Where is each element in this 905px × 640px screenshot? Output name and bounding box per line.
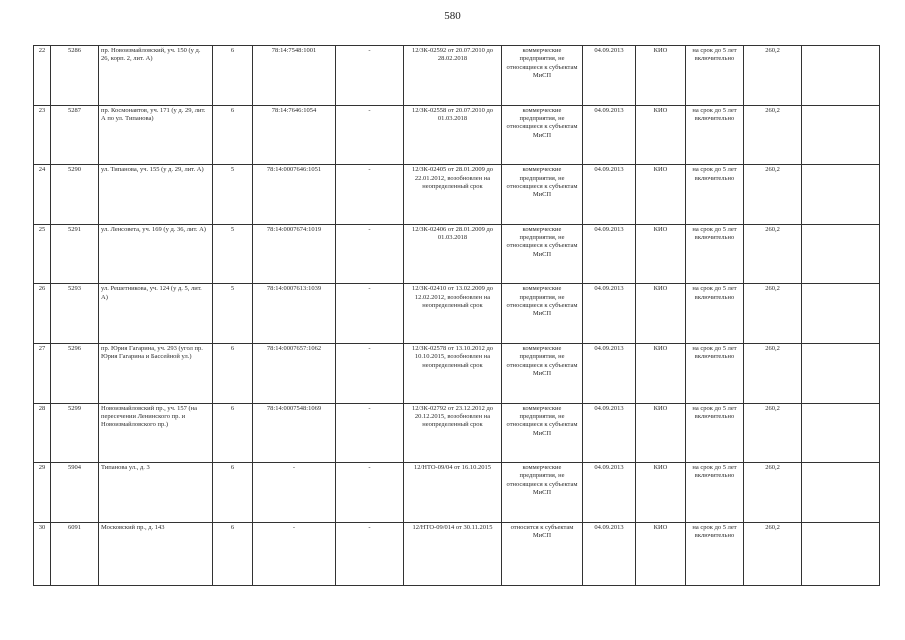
cell-term: на срок до 5 лет включительно [686, 403, 744, 463]
cell-empty [802, 403, 880, 463]
cell-contract: 12/ЗК-02792 от 23.12.2012 до 20.12.2015, возобновлен на неопределенный срок [404, 403, 502, 463]
table-row [34, 224, 880, 284]
cell-address: ул. Типанова, уч. 155 (у д. 29, лит. А) [99, 165, 213, 225]
cell-zone: 5 [213, 165, 253, 225]
cell-zone: 6 [213, 463, 253, 523]
cell-zone: 5 [213, 224, 253, 284]
cell-number: 30 [34, 522, 51, 585]
cell-dash: - [336, 284, 404, 344]
cell-address: пр. Космонавтов, уч. 171 (у д. 29, лит. А по ул. Типанова) [99, 105, 213, 165]
table-row [34, 46, 880, 106]
cell-id: 5904 [51, 463, 99, 523]
cell-value: 260,2 [744, 522, 802, 585]
table-row [34, 343, 880, 403]
cell-empty [802, 165, 880, 225]
cell-zone: 5 [213, 284, 253, 344]
cell-value: 260,2 [744, 224, 802, 284]
cell-value: 260,2 [744, 343, 802, 403]
cell-id: 6091 [51, 522, 99, 585]
cell-contract: 12/ЗК-02410 от 13.02.2009 до 12.02.2012, возобновлен на неопределенный срок [404, 284, 502, 344]
cell-number: 29 [34, 463, 51, 523]
cell-address: Московский пр., д. 143 [99, 522, 213, 585]
cell-term: на срок до 5 лет включительно [686, 343, 744, 403]
cell-date: 04.09.2013 [583, 403, 636, 463]
cell-organization: КИО [636, 224, 686, 284]
cell-number: 28 [34, 403, 51, 463]
cell-dash: - [336, 403, 404, 463]
cell-cadastral-number: 78:14:0007646:1051 [253, 165, 336, 225]
cell-date: 04.09.2013 [583, 522, 636, 585]
cell-value: 260,2 [744, 105, 802, 165]
cell-cadastral-number: - [253, 522, 336, 585]
cell-dash: - [336, 46, 404, 106]
cell-empty [802, 284, 880, 344]
cell-dash: - [336, 522, 404, 585]
cell-term: на срок до 5 лет включительно [686, 105, 744, 165]
cell-term: на срок до 5 лет включительно [686, 284, 744, 344]
cell-date: 04.09.2013 [583, 224, 636, 284]
cell-date: 04.09.2013 [583, 165, 636, 225]
cell-term: на срок до 5 лет включительно [686, 165, 744, 225]
cell-cadastral-number: 78:14:0007613:1039 [253, 284, 336, 344]
cell-value: 260,2 [744, 403, 802, 463]
cell-cadastral-number: - [253, 463, 336, 523]
cell-address: пр. Юрия Гагарина, уч. 293 (угол пр. Юрия Гагарина и Бассейной ул.) [99, 343, 213, 403]
cell-dash: - [336, 463, 404, 523]
cell-organization: КИО [636, 522, 686, 585]
cell-purpose: коммерческие предприятия, не относящиеся к субъектам МиСП [502, 224, 583, 284]
cell-empty [802, 343, 880, 403]
cell-contract: 12/ЗК-02406 от 28.01.2009 до 01.03.2018 [404, 224, 502, 284]
cell-zone: 6 [213, 105, 253, 165]
cell-purpose: коммерческие предприятия, не относящиеся к субъектам МиСП [502, 46, 583, 106]
cell-number: 26 [34, 284, 51, 344]
cell-id: 5290 [51, 165, 99, 225]
table-body [34, 46, 880, 586]
cell-purpose: коммерческие предприятия, не относящиеся к субъектам МиСП [502, 403, 583, 463]
cell-organization: КИО [636, 165, 686, 225]
cell-purpose: коммерческие предприятия, не относящиеся к субъектам МиСП [502, 105, 583, 165]
cell-cadastral-number: 78:14:7548:1001 [253, 46, 336, 106]
cell-cadastral-number: 78:14:0007674:1019 [253, 224, 336, 284]
cell-empty [802, 463, 880, 523]
cell-contract: 12/НТО-09/04 от 16.10.2015 [404, 463, 502, 523]
cell-value: 260,2 [744, 463, 802, 523]
table-row [34, 403, 880, 463]
cell-empty [802, 522, 880, 585]
cell-term: на срок до 5 лет включительно [686, 46, 744, 106]
cell-id: 5296 [51, 343, 99, 403]
cell-id: 5293 [51, 284, 99, 344]
cell-purpose: коммерческие предприятия, не относящиеся к субъектам МиСП [502, 463, 583, 523]
cell-number: 22 [34, 46, 51, 106]
cell-contract: 12/ЗК-02405 от 28.01.2009 до 22.01.2012, возобновлен на неопределенный срок [404, 165, 502, 225]
cell-dash: - [336, 105, 404, 165]
cell-address: Новоизмайловский пр., уч. 157 (на пересечении Ленинского пр. и Новоизмайловского пр.) [99, 403, 213, 463]
cell-organization: КИО [636, 343, 686, 403]
cell-number: 23 [34, 105, 51, 165]
cell-value: 260,2 [744, 46, 802, 106]
cell-empty [802, 224, 880, 284]
cell-number: 24 [34, 165, 51, 225]
cell-date: 04.09.2013 [583, 463, 636, 523]
cell-id: 5287 [51, 105, 99, 165]
cell-date: 04.09.2013 [583, 46, 636, 106]
cell-number: 27 [34, 343, 51, 403]
cell-cadastral-number: 78:14:0007657:1062 [253, 343, 336, 403]
cell-address: Типанова ул., д. 3 [99, 463, 213, 523]
cell-id: 5286 [51, 46, 99, 106]
cell-term: на срок до 5 лет включительно [686, 224, 744, 284]
cell-dash: - [336, 343, 404, 403]
cell-term: на срок до 5 лет включительно [686, 463, 744, 523]
table-row [34, 522, 880, 585]
table-row [34, 165, 880, 225]
cell-empty [802, 46, 880, 106]
page-number: 580 [444, 10, 461, 22]
cell-id: 5299 [51, 403, 99, 463]
table-row [34, 105, 880, 165]
cell-purpose: относится к субъектам МиСП [502, 522, 583, 585]
cell-zone: 6 [213, 522, 253, 585]
cell-purpose: коммерческие предприятия, не относящиеся к субъектам МиСП [502, 343, 583, 403]
cell-organization: КИО [636, 105, 686, 165]
cell-contract: 12/ЗК-02592 от 20.07.2010 до 28.02.2018 [404, 46, 502, 106]
cell-organization: КИО [636, 403, 686, 463]
cell-dash: - [336, 165, 404, 225]
cell-value: 260,2 [744, 284, 802, 344]
cell-zone: 6 [213, 343, 253, 403]
cell-purpose: коммерческие предприятия, не относящиеся к субъектам МиСП [502, 165, 583, 225]
cell-address: пр. Новоизмайловский, уч. 150 (у д. 26, корп. 2, лит. А) [99, 46, 213, 106]
cell-address: ул. Решетникова, уч. 124 (у д. 5, лит. А) [99, 284, 213, 344]
cell-zone: 6 [213, 46, 253, 106]
cell-term: на срок до 5 лет включительно [686, 522, 744, 585]
table-row [34, 284, 880, 344]
cell-date: 04.09.2013 [583, 343, 636, 403]
cell-organization: КИО [636, 46, 686, 106]
cell-value: 260,2 [744, 165, 802, 225]
cell-empty [802, 105, 880, 165]
cell-contract: 12/НТО-09/014 от 30.11.2015 [404, 522, 502, 585]
cell-organization: КИО [636, 284, 686, 344]
cell-contract: 12/ЗК-02578 от 13.10.2012 до 10.10.2015, возобновлен на неопределенный срок [404, 343, 502, 403]
cell-id: 5291 [51, 224, 99, 284]
cell-purpose: коммерческие предприятия, не относящиеся к субъектам МиСП [502, 284, 583, 344]
cell-date: 04.09.2013 [583, 105, 636, 165]
cell-dash: - [336, 224, 404, 284]
cell-number: 25 [34, 224, 51, 284]
cell-cadastral-number: 78:14:0007548:1069 [253, 403, 336, 463]
cell-organization: КИО [636, 463, 686, 523]
cell-cadastral-number: 78:14:7646:1054 [253, 105, 336, 165]
cell-zone: 6 [213, 403, 253, 463]
cell-address: ул. Ленсовета, уч. 169 (у д. 36, лит. А) [99, 224, 213, 284]
table-row [34, 463, 880, 523]
cell-date: 04.09.2013 [583, 284, 636, 344]
cell-contract: 12/ЗК-02558 от 20.07.2010 до 01.03.2018 [404, 105, 502, 165]
registry-table [33, 45, 880, 586]
